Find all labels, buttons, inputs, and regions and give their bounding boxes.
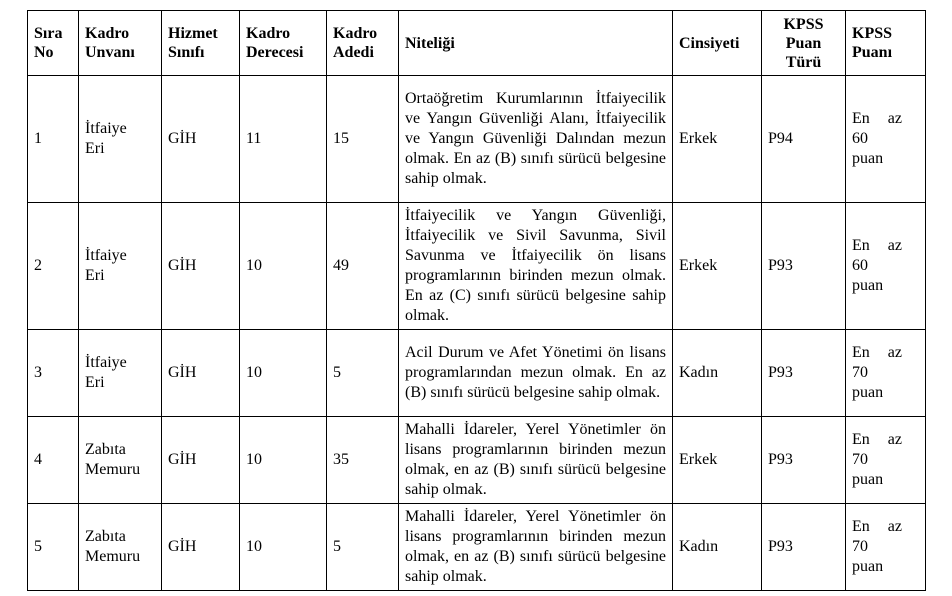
header-kadro-unvani: Kadro Unvanı — [79, 11, 162, 76]
header-kadro-derecesi: Kadro Derecesi — [240, 11, 327, 76]
header-row — [28, 11, 926, 76]
cell-sira-no: 4 — [28, 417, 79, 504]
cell-kpss-puan-turu: P93 — [762, 417, 846, 504]
cell-kpss-puan-turu: P93 — [762, 203, 846, 330]
cell-niteligi: Ortaöğretim Kurumlarının İtfaiyecilik ve Yangın Güvenliği Alanı, İtfaiyecilik ve Yangın Güvenliği Dalından mezun olmak. En az (B) sınıfı sürücü belgesine sahip olmak. — [399, 76, 673, 203]
cell-kadro-unvani: İtfaiye Eri — [79, 203, 162, 330]
header-kpss-puani: KPSS Puanı — [846, 11, 926, 76]
cell-kadro-adedi: 35 — [327, 417, 399, 504]
header-kpss-puan-turu: KPSS Puan Türü — [762, 11, 846, 76]
cell-niteligi: Mahalli İdareler, Yerel Yönetimler ön lisans programlarının birinden mezun olmak, en az (B) sınıfı sürücü belgesine sahip olmak. — [399, 417, 673, 504]
cell-kpss-puan-turu: P93 — [762, 504, 846, 591]
cell-kadro-unvani: Zabıta Memuru — [79, 417, 162, 504]
table-row — [28, 504, 926, 591]
table-row — [28, 330, 926, 417]
cell-kadro-adedi: 5 — [327, 330, 399, 417]
cell-hizmet-sinifi: GİH — [162, 330, 240, 417]
cell-cinsiyeti: Kadın — [673, 330, 762, 417]
table-row — [28, 417, 926, 504]
cell-kpss-puani: En az 60 puan — [846, 76, 926, 203]
cell-cinsiyeti: Erkek — [673, 417, 762, 504]
cell-kpss-puan-turu: P94 — [762, 76, 846, 203]
header-sira-no: Sıra No — [28, 11, 79, 76]
cell-niteligi: Mahalli İdareler, Yerel Yönetimler ön lisans programlarının birinden mezun olmak, en az (B) sınıfı sürücü belgesine sahip olmak. — [399, 504, 673, 591]
cell-kadro-derecesi: 10 — [240, 330, 327, 417]
cell-cinsiyeti: Kadın — [673, 504, 762, 591]
cell-kadro-derecesi: 11 — [240, 76, 327, 203]
cell-kpss-puani: En az 60 puan — [846, 203, 926, 330]
cell-kadro-derecesi: 10 — [240, 203, 327, 330]
cell-sira-no: 3 — [28, 330, 79, 417]
cell-cinsiyeti: Erkek — [673, 203, 762, 330]
cell-kadro-adedi: 5 — [327, 504, 399, 591]
table-row — [28, 76, 926, 203]
cell-kadro-unvani: Zabıta Memuru — [79, 504, 162, 591]
cell-kpss-puani: En az 70 puan — [846, 417, 926, 504]
cell-cinsiyeti: Erkek — [673, 76, 762, 203]
cell-sira-no: 1 — [28, 76, 79, 203]
cell-hizmet-sinifi: GİH — [162, 203, 240, 330]
header-kadro-adedi: Kadro Adedi — [327, 11, 399, 76]
cell-sira-no: 5 — [28, 504, 79, 591]
cell-kadro-unvani: İtfaiye Eri — [79, 330, 162, 417]
header-niteligi: Niteliği — [399, 11, 673, 76]
cell-niteligi: İtfaiyecilik ve Yangın Güvenliği, İtfaiyecilik ve Sivil Savunma, Sivil Savunma ve İtfaiyecilik ön lisans programlarının birinden mezun olmak. En az (C) sınıfı sürücü belgesine sahip olmak. — [399, 203, 673, 330]
cell-kpss-puan-turu: P93 — [762, 330, 846, 417]
cell-kpss-puani: En az 70 puan — [846, 330, 926, 417]
cell-kadro-derecesi: 10 — [240, 504, 327, 591]
table-row — [28, 203, 926, 330]
cell-hizmet-sinifi: GİH — [162, 417, 240, 504]
cell-hizmet-sinifi: GİH — [162, 76, 240, 203]
cell-niteligi: Acil Durum ve Afet Yönetimi ön lisans programlarından mezun olmak. En az (B) sınıfı sürücü belgesine sahip olmak. — [399, 330, 673, 417]
cell-kadro-derecesi: 10 — [240, 417, 327, 504]
cell-kadro-unvani: İtfaiye Eri — [79, 76, 162, 203]
cell-kpss-puani: En az 70 puan — [846, 504, 926, 591]
cell-kadro-adedi: 49 — [327, 203, 399, 330]
cell-sira-no: 2 — [28, 203, 79, 330]
header-hizmet-sinifi: Hizmet Sınıfı — [162, 11, 240, 76]
kadro-table — [27, 10, 926, 591]
cell-hizmet-sinifi: GİH — [162, 504, 240, 591]
cell-kadro-adedi: 15 — [327, 76, 399, 203]
header-cinsiyeti: Cinsiyeti — [673, 11, 762, 76]
